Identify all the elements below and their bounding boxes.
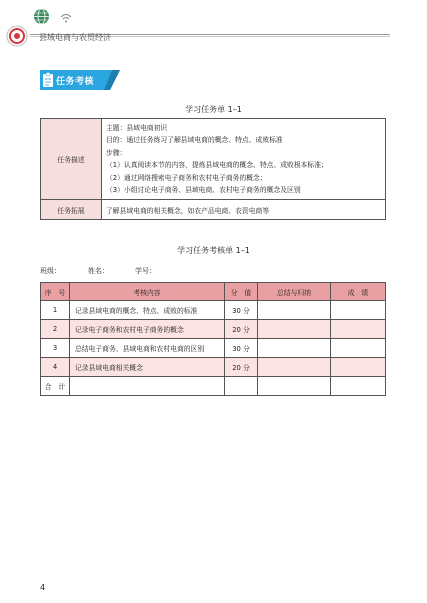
desc-line: 主题：县域电商初识 [106,124,168,132]
class-label: 班级： [40,267,61,275]
row-grade-cell [331,358,386,377]
wifi-icon [60,13,72,23]
row-score: 30 分 [225,301,258,320]
name-label: 姓名： [88,267,109,275]
row-content: 总结电子商务、县域电商和农村电商的区别 [70,339,225,358]
row-summary-cell [258,339,331,358]
globe-icon [33,8,50,25]
task-desc-row [41,119,386,200]
banner-label: 任务考核 [56,77,95,87]
book-title: 县域电商与农贸经济 [39,33,111,42]
total-row [41,377,386,396]
total-score-cell [225,377,258,396]
col-header-grade: 成 绩 [331,283,386,301]
row-score: 20 分 [225,320,258,339]
total-summary-cell [258,377,331,396]
row-summary-cell [258,358,331,377]
row-no: 3 [41,339,70,358]
col-header-summary: 总结与归纳 [258,283,331,301]
table-row [41,301,386,320]
row-no: 1 [41,301,70,320]
total-label: 合 计 [41,377,70,396]
row-grade-cell [331,301,386,320]
task-sheet-title: 学习任务单 1–1 [185,105,242,114]
page-number: 4 [40,583,46,592]
row-summary-cell [258,301,331,320]
desc-line: 目的：通过任务练习了解县域电商的概念、特点、成败标准 [106,136,283,145]
row-grade-cell [331,320,386,339]
table-row [41,339,386,358]
row-summary-cell [258,320,331,339]
assess-sheet-title: 学习任务考核单 1–1 [177,246,250,255]
student-id-label: 学号： [135,267,156,275]
task-ext-content: 了解县域电商的相关概念，如农产品电商、农资电商等 [102,200,386,220]
row-grade-cell [331,339,386,358]
task-ext-label: 任务拓展 [41,200,102,220]
page-header [0,0,427,46]
task-desc-content [102,119,386,200]
clipboard-icon [42,72,54,88]
table-row [41,358,386,377]
row-content: 记录县域电商的概念、特点、成败的标准 [70,301,225,320]
col-header-content: 考核内容 [70,283,225,301]
row-content: 记录县域电商相关概念 [70,358,225,377]
col-header-no: 序 号 [41,283,70,301]
row-no: 4 [41,358,70,377]
row-score: 30 分 [225,339,258,358]
task-ext-row [41,200,386,220]
row-score: 20 分 [225,358,258,377]
table-header-row [41,283,386,301]
task-desc-label: 任务描述 [41,119,102,200]
table-row [41,320,386,339]
desc-line: （1）认真阅读本节的内容，提炼县域电商的概念、特点、成败根本标准； [106,161,328,170]
total-grade-cell [331,377,386,396]
desc-line: （2）通过网络搜索电子商务和农村电子商务的概念； [106,173,267,182]
task-sheet-table [40,118,386,220]
assessment-table [40,282,386,396]
row-no: 2 [41,320,70,339]
col-header-score: 分 值 [225,283,258,301]
total-content-cell [70,377,225,396]
desc-line: （3）小组讨论电子商务、县域电商、农村电子商务的概念及区别 [106,186,301,195]
row-content: 记录电子商务和农村电子商务的概念 [70,320,225,339]
desc-line: 步骤： [106,148,127,157]
target-icon [6,25,28,47]
